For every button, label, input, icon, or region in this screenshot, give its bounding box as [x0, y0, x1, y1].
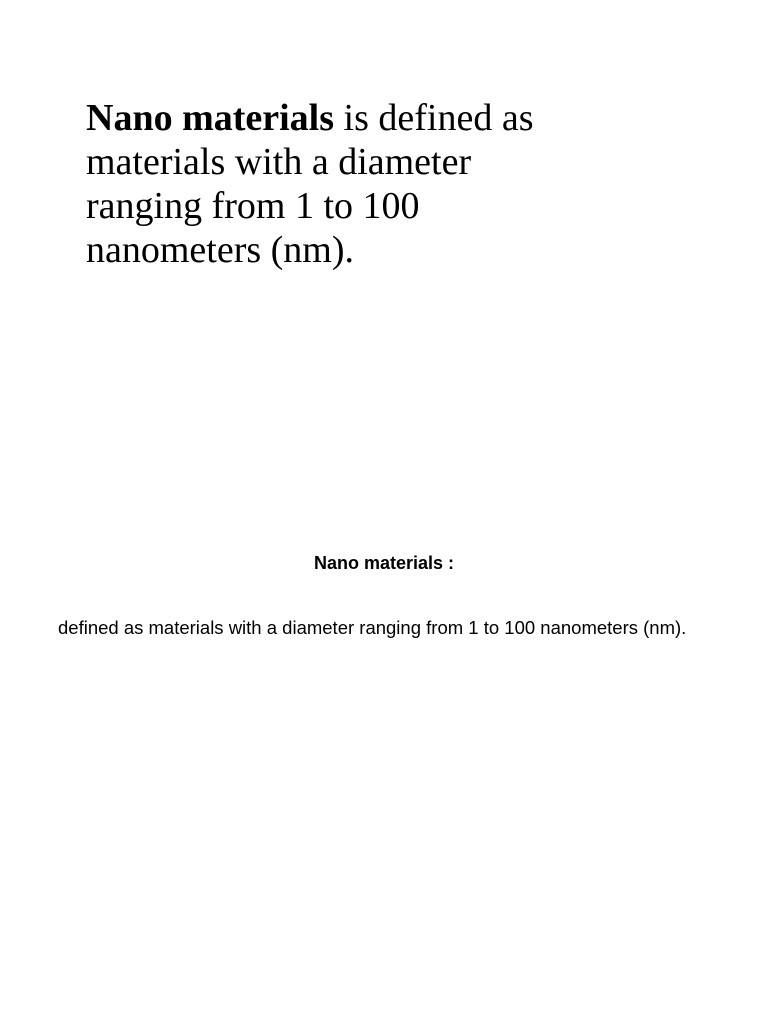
notes-body: defined as materials with a diameter ranging from 1 to 100 nanometers (nm).	[58, 617, 687, 638]
slide-definition-text: is defined as materials with a diameter ranging from 1 to 100 nanometers (nm).	[86, 97, 534, 271]
slide-definition	[86, 96, 566, 272]
slide-lead-term: Nano materials	[86, 97, 335, 139]
notes-heading: Nano materials :	[313, 553, 455, 573]
